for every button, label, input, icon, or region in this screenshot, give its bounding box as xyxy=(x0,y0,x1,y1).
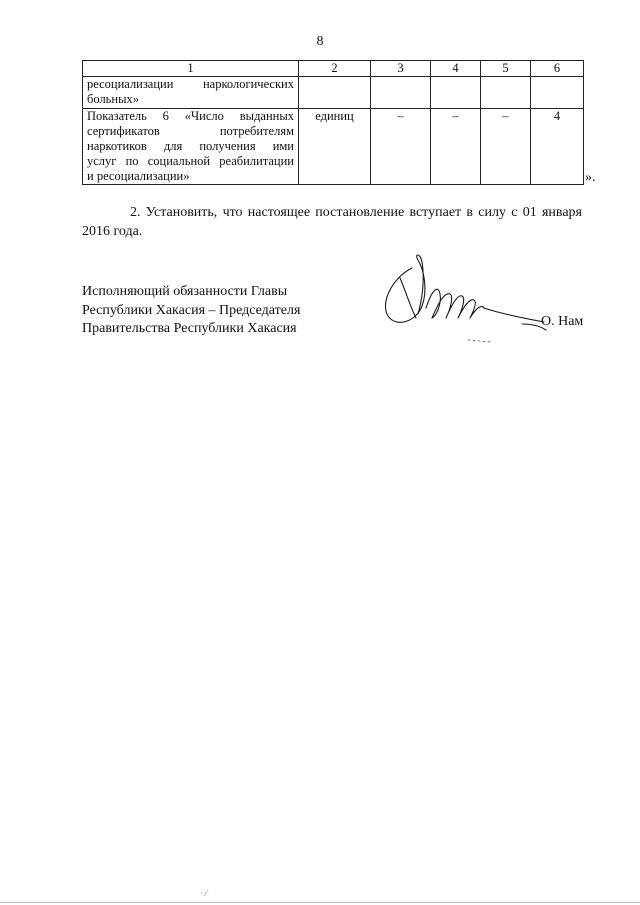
indicator-cell xyxy=(83,109,299,185)
effective-date-paragraph: 2. Установить, что настоящее постановление вступает в силу с 01 января 2016 года. xyxy=(82,205,582,239)
column-header-4: 4 xyxy=(431,61,481,77)
column-header-3: 3 xyxy=(371,61,431,77)
signer-name: О. Нам xyxy=(541,314,584,329)
column-header-1: 1 xyxy=(83,61,299,77)
indicator-line: наркотиков для получения ими xyxy=(87,139,294,153)
signer-position-line: Республики Хакасия – Председателя xyxy=(82,302,301,318)
scan-artifact: · ⁄ xyxy=(200,888,207,898)
signer-position-line: Исполняющий обязанности Главы xyxy=(82,284,288,299)
value-cell xyxy=(431,77,481,109)
value-cell xyxy=(481,77,531,109)
page-edge-line xyxy=(0,902,640,903)
table-closing-mark: ». xyxy=(585,170,596,185)
column-header-2: 2 xyxy=(299,61,371,77)
table-row xyxy=(83,109,584,185)
unit-cell: единиц xyxy=(299,109,371,185)
signer-position xyxy=(82,283,342,339)
indicator-line: услуг по социальной реабилитации xyxy=(87,154,294,168)
indicators-table xyxy=(82,60,584,185)
column-header-5: 5 xyxy=(481,61,531,77)
value-cell: – xyxy=(371,109,431,185)
table-header-row xyxy=(83,61,584,77)
value-cell xyxy=(371,77,431,109)
value-cell: – xyxy=(481,109,531,185)
indicator-line: и ресоциализации» xyxy=(87,169,190,183)
signer-position-line: Правительства Республики Хакасия xyxy=(82,321,297,336)
value-cell: 4 xyxy=(531,109,584,185)
indicator-line: сертификатов потребителям xyxy=(87,124,294,138)
indicator-cell xyxy=(83,77,299,109)
value-cell: – xyxy=(431,109,481,185)
page-number: 8 xyxy=(316,34,324,49)
table-row xyxy=(83,77,584,109)
unit-cell xyxy=(299,77,371,109)
value-cell xyxy=(531,77,584,109)
indicator-line: больных» xyxy=(87,92,139,106)
indicator-line: ресоциализации наркологических xyxy=(87,77,294,91)
column-header-6: 6 xyxy=(531,61,584,77)
indicator-line: Показатель 6 «Число выданных xyxy=(87,109,294,123)
handwritten-signature xyxy=(372,248,557,348)
